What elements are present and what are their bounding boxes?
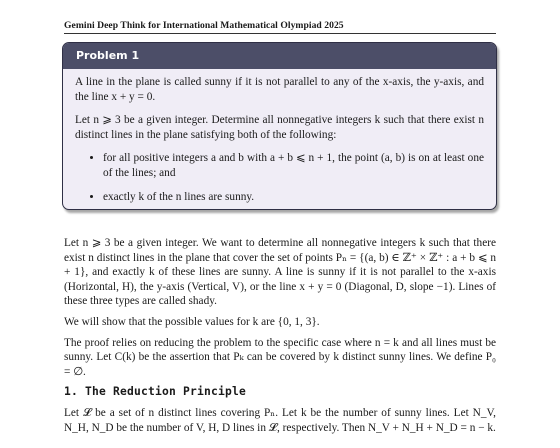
problem-body — [63, 69, 496, 204]
header-rule — [64, 33, 496, 34]
solution-paragraph-2: We will show that the possible values for k are {0, 1, 3}. — [64, 315, 320, 328]
solution-paragraph-3: The proof relies on reducing the problem to the specific case where n = k and all lines must be sunny. Let C(k) be the assertion that Pₖ can be covered by k distinct sunny lines. We define P₀ = ∅. — [64, 336, 496, 378]
solution-paragraph-4: Let 𝓛 be a set of n distinct lines covering Pₙ. Let k be the number of sunny lines. Let N_V, N_H, N_D be the number of V, H, D lines in 𝓛, respectively. Then N_V + N_H + N_D = n − k. — [64, 406, 496, 434]
problem-paragraph-2: Let n ⩾ 3 be a given integer. Determine all nonnegative integers k such that there exist n distinct lines in the plane satisfying both of the following: — [75, 114, 484, 141]
problem-condition-1: • for all positive integers a and b with a + b ⩽ n + 1, the point (a, b) is on at least one of the lines; and — [103, 151, 484, 180]
problem-conditions-list — [75, 151, 484, 204]
problem-paragraph-1: A line in the plane is called sunny if it is not parallel to any of the x-axis, the y-axis, and the line x + y = 0. — [75, 76, 484, 103]
solution-text — [64, 236, 496, 441]
problem-title: Problem 1 — [63, 43, 496, 69]
running-header: Gemini Deep Think for International Mathematical Olympiad 2025 — [64, 20, 344, 31]
problem-box — [62, 42, 497, 210]
problem-condition-2: • exactly k of the n lines are sunny. — [103, 190, 484, 205]
section-heading-reduction: 1. The Reduction Principle — [64, 385, 247, 399]
solution-paragraph-1: Let n ⩾ 3 be a given integer. We want to determine all nonnegative integers k such that there exist n distinct lines in the plane that cover the set of points Pₙ = {(a, b) ∈ ℤ⁺ × ℤ⁺ : a + b ⩽ n + 1}, and exactly k of these lines are sunny. A line is sunny if it is not parallel to the x-axis (Horizontal, H), the y-axis (Vertical, V), or the line x + y = 0 (Diagonal, D, slope −1). Lines of these three types are called shady. — [64, 237, 496, 308]
